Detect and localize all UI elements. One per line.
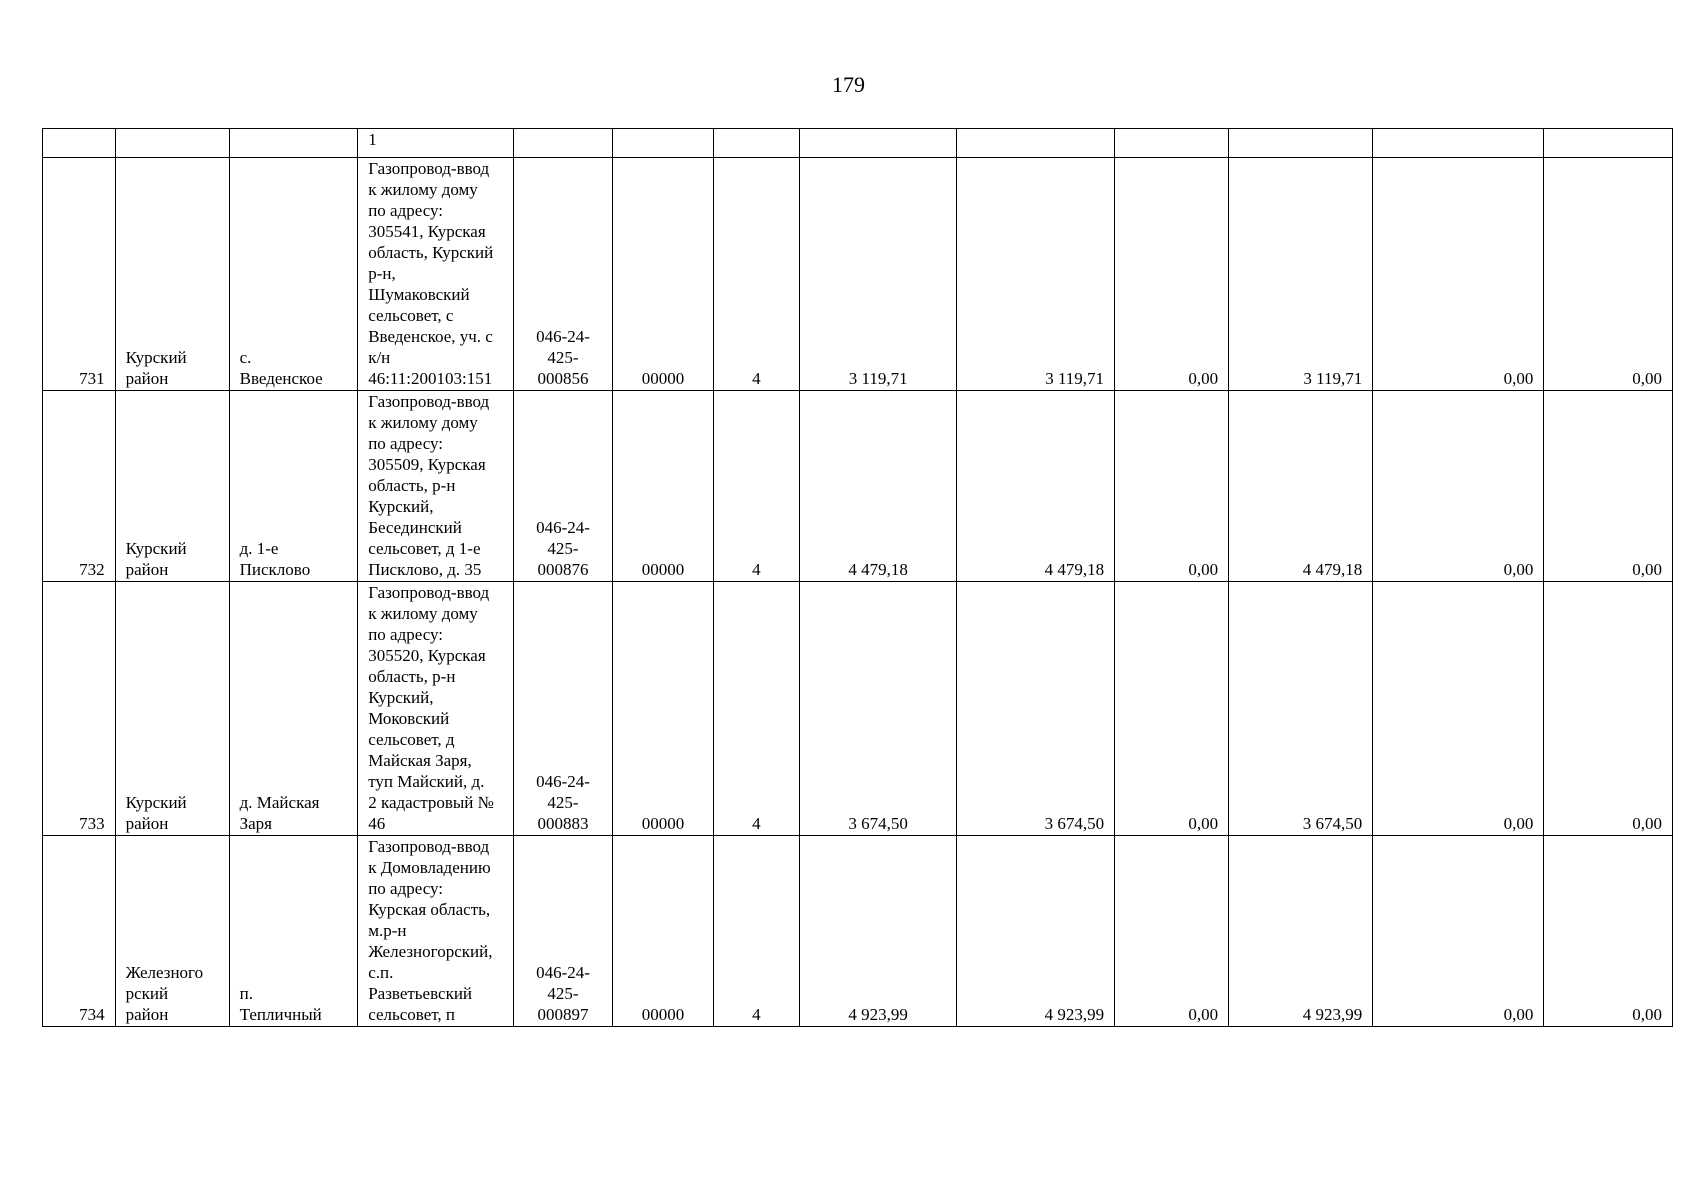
code2-cell: 00000 (613, 836, 714, 1027)
description-cell: Газопровод-ввод к жилому дому по адресу: 305520, Курская область, р-н Курский, Моковский сельсовет, д Майская Заря, туп Майский, д. 2 кадастровый № 46 (358, 582, 514, 836)
district-cell: Курский район (115, 391, 229, 582)
registry-table (42, 128, 1673, 1027)
value-cell: 0,00 (1544, 158, 1673, 391)
value-cell: 4 923,99 (799, 836, 957, 1027)
value-cell: 0,00 (1115, 836, 1229, 1027)
header-cell (115, 129, 229, 158)
value-cell: 4 479,18 (957, 391, 1115, 582)
code-cell: 046-24- 425- 000883 (513, 582, 613, 836)
description-cell: Газопровод-ввод к Домовладению по адресу: Курская область, м.р-н Железногорский, с.п. Разветьевский сельсовет, п (358, 836, 514, 1027)
table-header-row (43, 129, 1673, 158)
value-cell: 0,00 (1373, 391, 1544, 582)
value-cell: 3 674,50 (1229, 582, 1373, 836)
group-cell: 4 (713, 836, 799, 1027)
table-row (43, 391, 1673, 582)
settlement-cell: с. Введенское (229, 158, 358, 391)
header-cell (799, 129, 957, 158)
settlement-cell: д. 1-е Писклово (229, 391, 358, 582)
value-cell: 3 674,50 (957, 582, 1115, 836)
district-cell: Железного рский район (115, 836, 229, 1027)
value-cell: 0,00 (1115, 582, 1229, 836)
page-number: 179 (832, 72, 865, 97)
row-number: 734 (43, 836, 116, 1027)
value-cell: 0,00 (1544, 582, 1673, 836)
value-cell: 0,00 (1373, 158, 1544, 391)
header-cell (229, 129, 358, 158)
value-cell: 4 923,99 (957, 836, 1115, 1027)
header-cell (43, 129, 116, 158)
row-number: 732 (43, 391, 116, 582)
table-row (43, 582, 1673, 836)
group-cell: 4 (713, 582, 799, 836)
header-cell (1373, 129, 1544, 158)
header-cell: 1 (358, 129, 514, 158)
value-cell: 4 479,18 (1229, 391, 1373, 582)
value-cell: 0,00 (1544, 836, 1673, 1027)
table-row (43, 836, 1673, 1027)
code-cell: 046-24- 425- 000856 (513, 158, 613, 391)
value-cell: 0,00 (1373, 582, 1544, 836)
group-cell: 4 (713, 158, 799, 391)
value-cell: 3 119,71 (799, 158, 957, 391)
table-row (43, 158, 1673, 391)
code-cell: 046-24- 425- 000876 (513, 391, 613, 582)
row-number: 733 (43, 582, 116, 836)
code2-cell: 00000 (613, 391, 714, 582)
description-cell: Газопровод-ввод к жилому дому по адресу: 305541, Курская область, Курский р-н, Шумаковский сельсовет, с Введенское, уч. с к/н 46:11:200103:151 (358, 158, 514, 391)
settlement-cell: д. Майская Заря (229, 582, 358, 836)
header-cell (1229, 129, 1373, 158)
header-cell (1115, 129, 1229, 158)
value-cell: 4 479,18 (799, 391, 957, 582)
code2-cell: 00000 (613, 582, 714, 836)
header-cell (613, 129, 714, 158)
value-cell: 0,00 (1115, 158, 1229, 391)
district-cell: Курский район (115, 582, 229, 836)
district-cell: Курский район (115, 158, 229, 391)
value-cell: 4 923,99 (1229, 836, 1373, 1027)
value-cell: 0,00 (1115, 391, 1229, 582)
code2-cell: 00000 (613, 158, 714, 391)
row-number: 731 (43, 158, 116, 391)
header-cell (713, 129, 799, 158)
value-cell: 0,00 (1544, 391, 1673, 582)
header-cell (957, 129, 1115, 158)
value-cell: 3 674,50 (799, 582, 957, 836)
description-cell: Газопровод-ввод к жилому дому по адресу: 305509, Курская область, р-н Курский, Бесединский сельсовет, д 1-е Писклово, д. 35 (358, 391, 514, 582)
header-cell (1544, 129, 1673, 158)
code-cell: 046-24- 425- 000897 (513, 836, 613, 1027)
value-cell: 3 119,71 (957, 158, 1115, 391)
group-cell: 4 (713, 391, 799, 582)
header-cell (513, 129, 613, 158)
settlement-cell: п. Тепличный (229, 836, 358, 1027)
value-cell: 0,00 (1373, 836, 1544, 1027)
value-cell: 3 119,71 (1229, 158, 1373, 391)
